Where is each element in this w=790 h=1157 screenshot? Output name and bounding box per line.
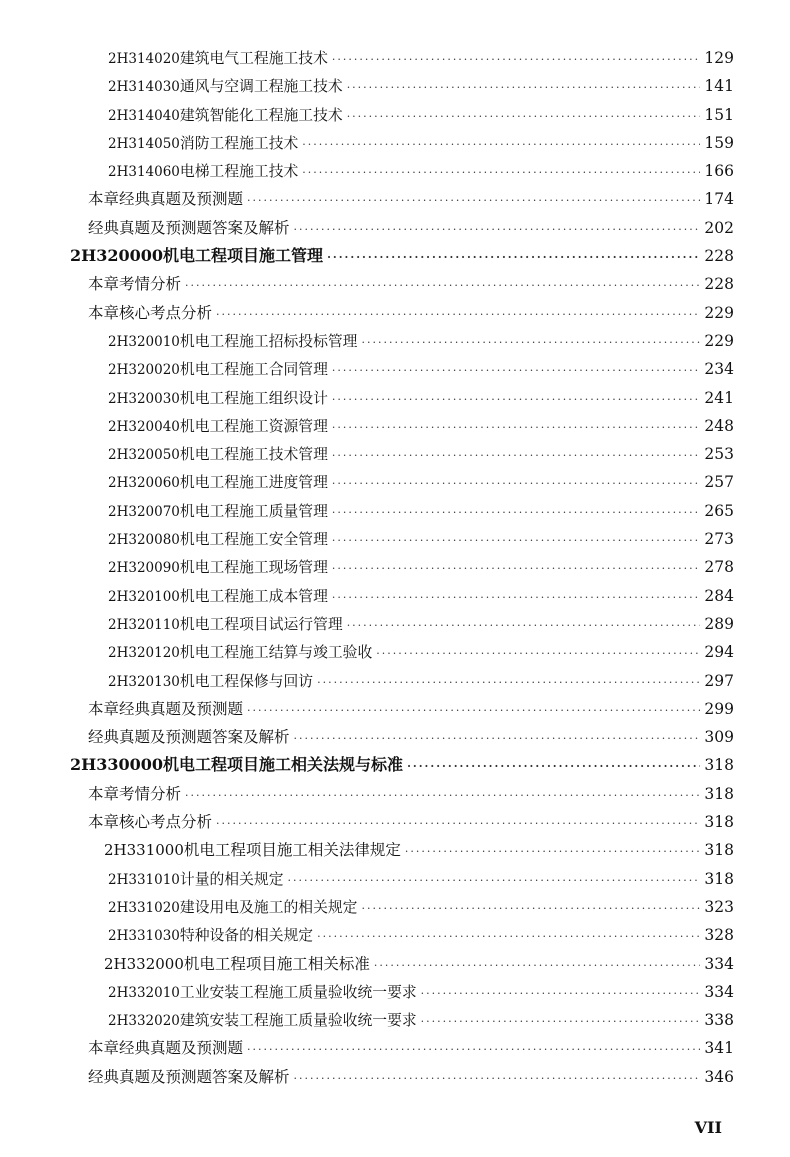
toc-entry-title: 机电工程项目施工相关法规与标准: [163, 755, 404, 775]
toc-entry-title: 计量的相关规定: [179, 870, 284, 888]
dot-leader: [327, 244, 700, 272]
toc-entry[interactable]: [70, 808, 734, 836]
dot-leader: [247, 1036, 700, 1064]
toc-entry[interactable]: [70, 185, 734, 213]
dot-leader: [347, 74, 700, 102]
toc-entry-code: 2H320050: [108, 447, 180, 464]
toc-entry-code: 2H320040: [108, 418, 180, 435]
dot-leader: [421, 980, 700, 1008]
toc-entry-code: 2H332000: [104, 954, 184, 973]
toc-chapter-entry[interactable]: [70, 242, 734, 270]
toc-entry-page-number: 299: [704, 699, 734, 718]
dot-leader: [332, 499, 700, 527]
toc-entry-code: 2H331020: [108, 899, 180, 916]
toc-entry[interactable]: [70, 1063, 734, 1091]
toc-entry-code: 2H320020: [108, 362, 180, 379]
toc-entry-title: 机电工程项目施工管理: [163, 246, 324, 266]
toc-entry-code: 2H314050: [108, 135, 180, 152]
toc-entry[interactable]: [70, 780, 734, 808]
dot-leader: [421, 1008, 700, 1036]
toc-entry[interactable]: [70, 525, 734, 553]
toc-entry-page-number: 284: [704, 586, 734, 605]
toc-entry-title: 消防工程施工技术: [179, 134, 299, 152]
toc-entry-page-number: 334: [704, 954, 734, 973]
toc-entry-code: 2H314030: [108, 79, 180, 96]
toc-entry-title: 机电工程施工招标投标管理: [179, 332, 358, 350]
toc-entry-page-number: 229: [704, 331, 734, 350]
dot-leader: [247, 697, 700, 725]
toc-entry-code: 2H314040: [108, 107, 180, 124]
toc-entry-title: 经典真题及预测题答案及解析: [88, 728, 290, 747]
toc-entry[interactable]: [70, 101, 734, 129]
toc-entry[interactable]: [70, 865, 734, 893]
toc-entry[interactable]: [70, 582, 734, 610]
dot-leader: [332, 357, 700, 385]
toc-entry-title: 经典真题及预测题答案及解析: [88, 1067, 290, 1086]
toc-entry[interactable]: [70, 72, 734, 100]
dot-leader: [332, 584, 700, 612]
toc-entry-code: 2H331000: [104, 841, 184, 860]
toc-entry-code: 2H320030: [108, 390, 180, 407]
toc-entry[interactable]: [70, 667, 734, 695]
dot-leader: [288, 867, 701, 895]
toc-entry[interactable]: [70, 836, 734, 864]
toc-entry-code: 2H320060: [108, 475, 180, 492]
toc-entry-title: 机电工程施工进度管理: [179, 474, 328, 492]
toc-entry-title: 机电工程项目施工相关法律规定: [183, 841, 401, 860]
toc-entry-title: 机电工程施工合同管理: [179, 361, 328, 379]
toc-entry-title: 本章核心考点分析: [88, 303, 213, 322]
dot-leader: [332, 386, 700, 414]
dot-leader: [317, 923, 700, 951]
toc-entry-title: 特种设备的相关规定: [179, 927, 314, 945]
dot-leader: [216, 810, 700, 838]
toc-entry-code: 2H320010: [108, 333, 180, 350]
toc-entry-code: 2H320110: [108, 616, 180, 633]
toc-entry-page-number: 328: [704, 926, 734, 945]
toc-entry-page-number: 318: [704, 756, 734, 775]
toc-entry-code: 2H320120: [108, 645, 180, 662]
toc-entry[interactable]: [70, 950, 734, 978]
toc-entry-page-number: 334: [704, 982, 734, 1001]
dot-leader: [347, 612, 700, 640]
dot-leader: [247, 187, 700, 215]
toc-entry[interactable]: [70, 1006, 734, 1034]
toc-entry-code: 2H330000: [70, 755, 164, 775]
toc-entry[interactable]: [70, 468, 734, 496]
toc-entry-code: 2H314020: [108, 51, 180, 67]
dot-leader: [361, 329, 700, 357]
toc-entry[interactable]: [70, 921, 734, 949]
toc-entry-page-number: 318: [704, 813, 734, 832]
dot-leader: [347, 103, 700, 131]
toc-entry-title: 通风与空调工程施工技术: [179, 78, 343, 96]
toc-entry-page-number: 297: [704, 671, 734, 690]
toc-entry[interactable]: [70, 893, 734, 921]
toc-entry-title: 本章经典真题及预测题: [88, 1039, 244, 1058]
toc-entry-code: 2H320100: [108, 588, 180, 605]
toc-entry-page-number: 278: [704, 558, 734, 577]
page-folio: VII: [694, 1118, 722, 1137]
toc-entry-page-number: 294: [704, 643, 734, 662]
toc-entry-page-number: 341: [704, 1039, 734, 1058]
toc-entry-page-number: 253: [704, 445, 734, 464]
toc-entry-page-number: 318: [704, 869, 734, 888]
toc-entry-title: 建筑电气工程施工技术: [179, 50, 328, 67]
dot-leader: [185, 272, 700, 300]
toc-chapter-entry[interactable]: [70, 751, 734, 779]
toc-entry-page-number: 228: [704, 275, 734, 294]
toc-entry[interactable]: [70, 355, 734, 383]
toc-entry-code: 2H331030: [108, 928, 180, 945]
toc-entry-code: 2H314060: [108, 164, 180, 181]
dot-leader: [376, 640, 700, 668]
dot-leader: [405, 838, 700, 866]
toc-entry-page-number: 151: [704, 105, 734, 124]
toc-entry-title: 建筑安装工程施工质量验收统一要求: [179, 1012, 417, 1030]
toc-entry[interactable]: [70, 440, 734, 468]
toc-entry-page-number: 241: [704, 388, 734, 407]
toc-entry[interactable]: [70, 299, 734, 327]
dot-leader: [294, 725, 700, 753]
toc-entry-title: 机电工程施工成本管理: [179, 587, 328, 605]
dot-leader: [332, 555, 700, 583]
dot-leader: [332, 414, 700, 442]
toc-entry-title: 机电工程施工技术管理: [179, 446, 328, 464]
dot-leader: [302, 159, 700, 187]
toc-entry[interactable]: [70, 270, 734, 298]
toc-entry-page-number: 257: [704, 473, 734, 492]
toc-entry-code: 2H320000: [70, 246, 164, 266]
toc-entry-page-number: 318: [704, 784, 734, 803]
toc-entry-title: 机电工程项目施工相关标准: [183, 954, 370, 973]
toc-entry-title: 机电工程施工结算与竣工验收: [179, 644, 373, 662]
toc-entry-title: 机电工程施工质量管理: [179, 502, 328, 520]
toc-entry[interactable]: [70, 157, 734, 185]
toc-entry-page-number: 248: [704, 416, 734, 435]
toc-entry-code: 2H331010: [108, 871, 180, 888]
toc-entry[interactable]: [70, 638, 734, 666]
toc-entry-page-number: 141: [704, 77, 734, 96]
toc-entry-title: 机电工程施工组织设计: [179, 389, 328, 407]
toc-entry[interactable]: [70, 44, 734, 72]
toc-entry-title: 机电工程项目试运行管理: [179, 615, 343, 633]
toc-entry-title: 机电工程施工资源管理: [179, 417, 328, 435]
toc-entry-title: 工业安装工程施工质量验收统一要求: [179, 983, 417, 1001]
toc-entry[interactable]: [70, 695, 734, 723]
toc-entry-page-number: 159: [704, 133, 734, 152]
toc-entry-code: 2H320070: [108, 503, 180, 520]
toc-entry-title: 机电工程施工安全管理: [179, 531, 328, 549]
dot-leader: [374, 952, 700, 980]
dot-leader: [332, 46, 700, 74]
toc-entry-page-number: 273: [704, 530, 734, 549]
toc-entry[interactable]: [70, 327, 734, 355]
toc-entry-page-number: 323: [704, 897, 734, 916]
toc-entry[interactable]: [70, 610, 734, 638]
toc-entry-page-number: 338: [704, 1011, 734, 1030]
dot-leader: [332, 470, 700, 498]
toc-entry[interactable]: [70, 412, 734, 440]
toc-entry-page-number: 202: [704, 218, 734, 237]
toc-entry-title: 机电工程施工现场管理: [179, 559, 328, 577]
table-of-contents: [70, 44, 734, 1091]
toc-entry-page-number: 346: [704, 1067, 734, 1086]
toc-entry-page-number: 174: [704, 190, 734, 209]
toc-entry[interactable]: [70, 497, 734, 525]
toc-entry-title: 机电工程保修与回访: [179, 672, 314, 690]
toc-entry-page-number: 229: [704, 303, 734, 322]
toc-entry[interactable]: [70, 214, 734, 242]
toc-entry[interactable]: [70, 384, 734, 412]
toc-entry[interactable]: [70, 723, 734, 751]
toc-entry[interactable]: [70, 129, 734, 157]
toc-entry-page-number: 234: [704, 360, 734, 379]
toc-entry-title: 本章经典真题及预测题: [88, 190, 244, 209]
toc-entry[interactable]: [70, 1034, 734, 1062]
dot-leader: [332, 442, 700, 470]
toc-entry-page-number: 318: [704, 841, 734, 860]
toc-entry-title: 建设用电及施工的相关规定: [179, 898, 358, 916]
dot-leader: [317, 669, 700, 697]
dot-leader: [294, 1065, 700, 1093]
toc-entry-page-number: 129: [704, 49, 734, 67]
toc-entry-page-number: 309: [704, 728, 734, 747]
toc-entry[interactable]: [70, 553, 734, 581]
toc-entry-title: 本章考情分析: [88, 784, 182, 803]
toc-entry-page-number: 265: [704, 501, 734, 520]
toc-entry-title: 建筑智能化工程施工技术: [179, 106, 343, 124]
dot-leader: [185, 782, 700, 810]
toc-entry-title: 经典真题及预测题答案及解析: [88, 218, 290, 237]
toc-entry-code: 2H320130: [108, 673, 180, 690]
dot-leader: [294, 216, 700, 244]
toc-entry[interactable]: [70, 978, 734, 1006]
dot-leader: [407, 753, 700, 781]
toc-entry-title: 本章考情分析: [88, 275, 182, 294]
toc-entry-page-number: 289: [704, 614, 734, 633]
toc-entry-page-number: 166: [704, 162, 734, 181]
toc-entry-page-number: 228: [704, 247, 734, 266]
dot-leader: [361, 895, 700, 923]
toc-entry-code: 2H332020: [108, 1013, 180, 1030]
toc-entry-code: 2H320090: [108, 560, 180, 577]
toc-entry-code: 2H320080: [108, 532, 180, 549]
toc-entry-title: 本章核心考点分析: [88, 813, 213, 832]
toc-entry-code: 2H332010: [108, 984, 180, 1001]
dot-leader: [332, 527, 700, 555]
dot-leader: [302, 131, 700, 159]
toc-entry-title: 本章经典真题及预测题: [88, 699, 244, 718]
dot-leader: [216, 301, 700, 329]
toc-entry-title: 电梯工程施工技术: [179, 163, 299, 181]
